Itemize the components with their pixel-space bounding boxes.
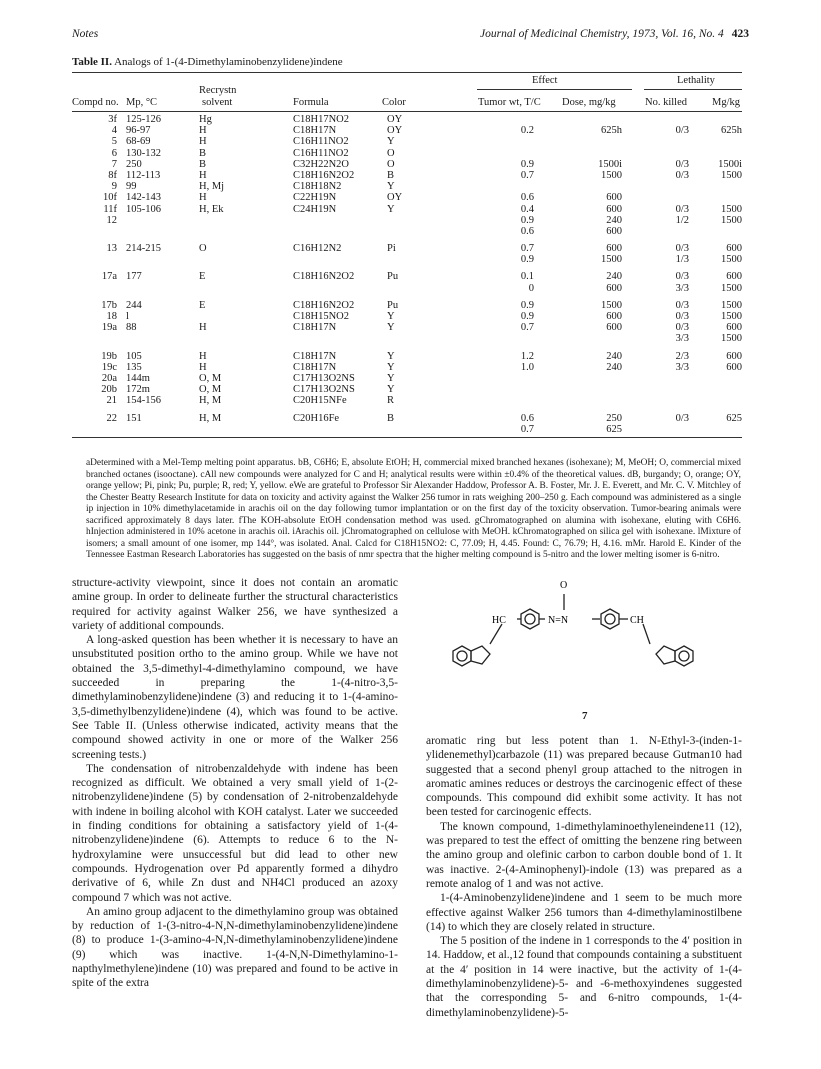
table-cell: C17H13O2NS bbox=[293, 372, 355, 384]
table-cell: 0.9 bbox=[520, 254, 534, 266]
table-row bbox=[72, 271, 742, 282]
table-cell: 144m bbox=[126, 372, 150, 384]
table-cell: 1.2 bbox=[520, 350, 534, 362]
table-cell: OY bbox=[387, 114, 403, 125]
table-cell: 99 bbox=[126, 181, 137, 193]
table-cell: C16H11NO2 bbox=[293, 147, 349, 159]
table-cell: 0.2 bbox=[520, 125, 534, 137]
table-cell: C18H18N2 bbox=[293, 181, 342, 193]
oxygen-label: O bbox=[560, 580, 568, 591]
table-cell: 1500 bbox=[721, 214, 742, 226]
body-column-right bbox=[426, 734, 742, 1020]
table-cell: 240 bbox=[606, 350, 622, 362]
table-cell: 1500 bbox=[721, 282, 742, 294]
table-cell: C16H11NO2 bbox=[293, 136, 349, 148]
table-cell: 177 bbox=[126, 271, 142, 283]
table-cell: l bbox=[126, 311, 129, 322]
table-cell: 1500 bbox=[601, 254, 622, 266]
page-number: 423 bbox=[731, 28, 749, 40]
table-cell: 22 bbox=[106, 412, 117, 424]
table-caption: Analogs of 1-(4-Dimethylaminobenzylidene)indene bbox=[114, 56, 343, 68]
table-cell: 6 bbox=[111, 147, 117, 159]
table-cell: 5 bbox=[111, 136, 117, 148]
table-cell: 0/3 bbox=[675, 243, 689, 255]
table-row bbox=[72, 204, 742, 215]
table-cell: 0.9 bbox=[520, 214, 534, 226]
table-cell: C18H16N2O2 bbox=[293, 271, 355, 283]
table-cell: 4 bbox=[111, 125, 117, 137]
table-cell: Y bbox=[387, 322, 395, 334]
table-cell: Y bbox=[387, 350, 395, 362]
table-cell: 625 bbox=[726, 412, 742, 424]
table-cell: C32H22N2O bbox=[293, 158, 350, 170]
table-cell: 0.9 bbox=[520, 311, 534, 322]
table-cell: 9 bbox=[111, 181, 117, 193]
table-cell: 600 bbox=[726, 243, 742, 255]
table-cell: 0.6 bbox=[520, 225, 534, 237]
table-cell: 142-143 bbox=[126, 192, 161, 204]
table-cell: O, M bbox=[199, 384, 222, 396]
table-row bbox=[72, 373, 742, 384]
table-row bbox=[72, 362, 742, 373]
table-row bbox=[72, 170, 742, 181]
table-row bbox=[72, 243, 742, 254]
table-row bbox=[72, 333, 742, 344]
table-cell: 600 bbox=[606, 311, 622, 322]
table-cell: 105 bbox=[126, 350, 142, 362]
table-cell: Y bbox=[387, 384, 395, 396]
table-cell: 19c bbox=[101, 361, 117, 373]
table-cell: Y bbox=[387, 181, 395, 193]
header-compd-no: Compd no. bbox=[72, 97, 119, 108]
header-tumor-wt: Tumor wt, T/C bbox=[478, 97, 541, 108]
table-cell: O bbox=[199, 243, 207, 255]
table-cell: H, M bbox=[199, 412, 222, 424]
table-row bbox=[72, 159, 742, 170]
paragraph: The known compound, 1-dimethylaminoethyleneindene11 (12), was prepared to test the effect of omitting the benzene ring between the amino group and olefinic carbon to carbon double bond of 1. It was inactive. 2-(4-Aminophenyl)-indole (13) was prepared as a remote analog of 1 and was not active. bbox=[426, 820, 742, 890]
table-cell: 1500 bbox=[721, 169, 742, 181]
table-cell: H, M bbox=[199, 395, 222, 407]
header-dose: Dose, mg/kg bbox=[562, 97, 616, 108]
table-cell: 112-113 bbox=[126, 169, 161, 181]
table-cell: H bbox=[199, 322, 207, 334]
table-cell: 0.9 bbox=[520, 158, 534, 170]
table-row bbox=[72, 351, 742, 362]
table-cell: 1500 bbox=[721, 203, 742, 215]
effect-group-rule bbox=[477, 89, 632, 90]
paragraph: 1-(4-Aminobenzylidene)indene and 1 seem to be much more effective against Walker 256 tumors than 4-dimethylaminostilbene (14) to which they are closely related in structure. bbox=[426, 892, 742, 933]
azoxy-label: N=N bbox=[548, 615, 569, 626]
table-cell: 0/3 bbox=[675, 322, 689, 334]
table-cell: Y bbox=[387, 311, 395, 322]
table-cell: 1500 bbox=[721, 254, 742, 266]
table-cell: 600 bbox=[726, 322, 742, 334]
header-mp: Mp, °C bbox=[126, 97, 158, 108]
table-cell: C20H16Fe bbox=[293, 412, 340, 424]
table-cell: R bbox=[387, 395, 395, 407]
table-cell: 154-156 bbox=[126, 395, 161, 407]
table-cell: 151 bbox=[126, 412, 142, 424]
table-row bbox=[72, 215, 742, 226]
table-cell: 600 bbox=[606, 192, 622, 204]
table-header bbox=[72, 73, 742, 111]
table-body bbox=[72, 112, 742, 435]
table-cell: 17b bbox=[101, 299, 117, 311]
table-cell: 0/3 bbox=[675, 271, 689, 283]
table-cell: 17a bbox=[101, 271, 117, 283]
table-cell: 19b bbox=[101, 350, 117, 362]
table-cell: 125-126 bbox=[126, 114, 161, 125]
table-cell: 0.7 bbox=[520, 322, 534, 334]
table-cell: 172m bbox=[126, 384, 150, 396]
table-cell: 11f bbox=[103, 203, 117, 215]
table-cell: 96-97 bbox=[126, 125, 151, 137]
table-cell: 240 bbox=[606, 271, 622, 283]
table-cell: 240 bbox=[606, 214, 622, 226]
compound-number-label: 7 bbox=[582, 710, 588, 722]
table-cell: 244 bbox=[126, 299, 142, 311]
table-cell: 250 bbox=[126, 158, 142, 170]
table-cell: H, Ek bbox=[199, 203, 224, 215]
table-row bbox=[72, 300, 742, 311]
table-cell: 600 bbox=[606, 225, 622, 237]
header-mg-kg: Mg/kg bbox=[712, 97, 741, 108]
table-cell: 600 bbox=[606, 322, 622, 334]
table-cell: C20H15NFe bbox=[293, 395, 347, 407]
table-cell: H, Mj bbox=[199, 181, 225, 193]
table-cell: C18H16N2O2 bbox=[293, 299, 355, 311]
table-cell: C18H16N2O2 bbox=[293, 169, 355, 181]
table-cell: 0/3 bbox=[675, 158, 689, 170]
table-cell: 3/3 bbox=[675, 361, 689, 373]
table-cell: H bbox=[199, 169, 207, 181]
table-cell: OY bbox=[387, 125, 403, 137]
table-row bbox=[72, 181, 742, 192]
table-cell: 0.6 bbox=[520, 192, 534, 204]
table-cell: 1500i bbox=[598, 158, 622, 170]
table-title bbox=[72, 56, 343, 68]
running-header-left: Notes bbox=[72, 28, 99, 40]
table-cell: Y bbox=[387, 203, 395, 215]
table-row bbox=[72, 254, 742, 265]
table-footnotes: aDetermined with a Mel-Temp melting point apparatus. bB, C6H6; E, absolute EtOH; H, commercial mixed branched hexanes (isohexane); M, MeOH; O, commercial mixed branched octanes (isooctane). cAll new compounds were analyzed for C and H; analytical results were within ±0.4% of the theoretical values. dB, burgandy; O, orange; OY, orange yellow; Pi, pink; Pu, purple; R, red; Y, yellow. eWe are grateful to Professor Sir Alexander Haddow, Professor A. B. Foster, Mr. J. E. Everett, and Mr. C. V. Mitchley of the Chester Beatty Research Institute for data on toxicity and activity against the Walker 256 tumor in rats weighing 200–250 g. Each compound was administered as a single ip injection in 10% dimethylacetamide in arachis oil on the day following tumor implantation or on the first day of the toxicity observation. Tumor-bearing animals were sacrificed approximately 8 days later. fThe KOH-absolute EtOH condensation method was used. gChromatographed on alumina with isohexane, eluting with C6H6. hInjection administered in 10% acetone in arachis oil. iArachis oil. jChromatographed on cellulose with MeOH. kChromatographed on silica gel with isohexane. lMixture of isomers; a small amount of one isomer, mp 144°, was isolated. Anal. Calcd for C18H15NO2: C, 77.09; H, 4.45. Found: C, 76.79; H, 4.16. mMr. Harold E. Kinder of the Tennessee Eastman Research Laboratories has suggested on the basis of nmr spectra that the higher melting compound is 5-nitro and the lower melting isomer is 6-nitro. bbox=[86, 458, 741, 560]
lethality-group-rule bbox=[644, 89, 742, 90]
table-cell: 21 bbox=[106, 395, 117, 407]
hc-label: HC bbox=[492, 615, 506, 626]
data-table bbox=[72, 72, 742, 438]
table-cell: 8f bbox=[108, 169, 117, 181]
table-row bbox=[72, 384, 742, 395]
group-lethality-header: Lethality bbox=[677, 75, 715, 86]
table-cell: Pu bbox=[387, 271, 399, 283]
table-cell: 105-106 bbox=[126, 203, 161, 215]
table-cell: 0/3 bbox=[675, 125, 689, 137]
table-cell: 1500 bbox=[601, 169, 622, 181]
table-row bbox=[72, 311, 742, 322]
table-cell: Pi bbox=[387, 243, 396, 255]
table-row bbox=[72, 148, 742, 159]
table-cell: 0.9 bbox=[520, 299, 534, 311]
table-cell: C17H13O2NS bbox=[293, 384, 355, 396]
header-no-killed: No. killed bbox=[645, 97, 687, 108]
table-cell: 20b bbox=[101, 384, 117, 396]
running-header-right bbox=[480, 28, 749, 40]
table-cell: Pu bbox=[387, 299, 399, 311]
table-cell: E bbox=[199, 299, 206, 311]
header-solvent: solvent bbox=[202, 97, 233, 108]
table-cell: Hg bbox=[199, 114, 212, 125]
table-cell: Y bbox=[387, 136, 395, 148]
paragraph: A long-asked question has been whether it is necessary to have an unsubstituted position ortho to the amino group. While we have not obtained the 3,5-dimethyl-4-dimethylamino compound, we have succeeded in preparing the 1-(4-nitro-3,5-dimethylaminobenzylidene)indene (3) and reducing it to 1-(4-amino-3,5-dimethylbenzylidene)indene (4), which was found to be active. See Table II. (Unless otherwise indicated, activity means that the compound showed activity in one or more of the Walker 256 screening tests.) bbox=[72, 634, 398, 761]
table-cell: 3/3 bbox=[675, 333, 689, 345]
header-recrystn: Recrystn bbox=[199, 85, 237, 96]
table-cell: 214-215 bbox=[126, 243, 161, 255]
paragraph: aromatic ring but less potent than 1. N-Ethyl-3-(inden-1-ylidenemethyl)carbazole (11) was prepared because Gutman10 had suggested that a second phenyl group attached to the nitrogen in aromatic amines reduces or destroys the carcinogenic effect of these compounds. This compound did exhibit some activity. It has not been tested for carcinogenic effects. bbox=[426, 735, 742, 819]
table-cell: B bbox=[199, 147, 207, 159]
table-cell: 135 bbox=[126, 361, 142, 373]
table-row bbox=[72, 413, 742, 424]
table-cell: B bbox=[387, 169, 395, 181]
table-cell: 13 bbox=[106, 243, 117, 255]
table-cell: 625 bbox=[606, 423, 622, 435]
paragraph: The 5 position of the indene in 1 corresponds to the 4′ position in 14. Haddow, et al.,12 found that compounds containing a substituent at the 4′ position in 14 were inactive, but the activity of 1-(4-dimethylaminobenzylidene)-5- and -6-methoxyindenes suggested that the corresponding 5- and 6-nitro compounds, 1-(4-dimethylaminobenzylidene)-5- bbox=[426, 935, 742, 1019]
table-cell: H bbox=[199, 136, 207, 148]
table-row bbox=[72, 283, 742, 294]
table-cell: Y bbox=[387, 361, 395, 373]
table-cell: 88 bbox=[126, 322, 137, 334]
paragraph: structure-activity viewpoint, since it does not contain an aromatic amine group. In order to delineate further the structural characteristics required for activity against Walker 256, we have synthesized a variety of additional compounds. bbox=[72, 577, 398, 632]
header-color: Color bbox=[382, 97, 406, 108]
table-cell: C18H15NO2 bbox=[293, 311, 350, 322]
paragraph: The condensation of nitrobenzaldehyde with indene has been recognized as difficult. We obtained a very small yield of 1-(2-nitrobenzylidene)indene (5) by condensation of 2-nitrobenzaldehyde with indene in boiling alcohol with KOH catalyst. Later we succeeded in finding conditions for obtaining a satisfactory yield of 1-(4-nitrobenzylidene)indene (6). Attempts to reduce 6 to the N-hydroxylamine were unsuccessful but did lead to other new compounds. Hydrogenation over Pd apparently formed a dihydro derivative of 6, while Zn dust and NH4Cl produced an azoxy compound 7 which was not active. bbox=[72, 762, 398, 904]
table-row bbox=[72, 136, 742, 147]
header-formula: Formula bbox=[293, 97, 329, 108]
table-cell: 1500 bbox=[721, 311, 742, 322]
table-row bbox=[72, 192, 742, 203]
table-cell: C18H17N bbox=[293, 350, 337, 362]
table-cell: 7 bbox=[111, 158, 117, 170]
table-cell: C18H17NO2 bbox=[293, 114, 350, 125]
table-cell: 3f bbox=[108, 114, 117, 125]
table-cell: H bbox=[199, 125, 207, 137]
table-cell: 12 bbox=[106, 214, 117, 226]
table-cell: 0/3 bbox=[675, 412, 689, 424]
table-cell: 20a bbox=[101, 372, 117, 384]
table-cell: O, M bbox=[199, 372, 222, 384]
group-effect-header: Effect bbox=[532, 75, 558, 86]
table-cell: H bbox=[199, 192, 207, 204]
table-cell: O bbox=[387, 147, 395, 159]
table-cell: C18H17N bbox=[293, 361, 337, 373]
table-cell: 1500i bbox=[718, 158, 742, 170]
table-cell: 600 bbox=[726, 361, 742, 373]
table-cell: C18H17N bbox=[293, 125, 337, 137]
table-cell: 240 bbox=[606, 361, 622, 373]
table-cell: 18 bbox=[106, 311, 117, 322]
table-cell: C16H12N2 bbox=[293, 243, 342, 255]
table-cell: 0/3 bbox=[675, 169, 689, 181]
table-cell: O bbox=[387, 158, 395, 170]
azoxy-structure-7 bbox=[430, 550, 740, 720]
table-cell: 1500 bbox=[601, 299, 622, 311]
table-cell: C24H19N bbox=[293, 203, 337, 215]
table-cell: 0.7 bbox=[520, 169, 534, 181]
table-cell: 1.0 bbox=[520, 361, 534, 373]
table-row bbox=[72, 125, 742, 136]
table-cell: 600 bbox=[726, 350, 742, 362]
table-cell: OY bbox=[387, 192, 403, 204]
journal-citation: Journal of Medicinal Chemistry, 1973, Vol. 16, No. 4 bbox=[480, 28, 724, 40]
table-cell: 600 bbox=[606, 282, 622, 294]
table-cell: 3/3 bbox=[675, 282, 689, 294]
table-cell: 600 bbox=[726, 271, 742, 283]
table-row bbox=[72, 424, 742, 435]
table-cell: C22H19N bbox=[293, 192, 337, 204]
table-cell: 1/2 bbox=[675, 214, 689, 226]
table-row bbox=[72, 114, 742, 125]
table-cell: 130-132 bbox=[126, 147, 161, 159]
body-column-left bbox=[72, 576, 398, 991]
table-cell: 0/3 bbox=[675, 299, 689, 311]
table-cell: 2/3 bbox=[675, 350, 689, 362]
table-row bbox=[72, 395, 742, 406]
table-cell: 19a bbox=[101, 322, 117, 334]
ch-label: CH bbox=[630, 615, 644, 626]
table-row bbox=[72, 226, 742, 237]
table-cell: 0.1 bbox=[520, 271, 534, 283]
table-cell: B bbox=[199, 158, 207, 170]
table-cell: 68-69 bbox=[126, 136, 151, 148]
table-bottom-rule bbox=[72, 437, 742, 438]
table-cell: 0.7 bbox=[520, 423, 534, 435]
table-cell: C18H17N bbox=[293, 322, 337, 334]
table-cell: 0.4 bbox=[520, 203, 534, 215]
table-cell: 10f bbox=[103, 192, 117, 204]
table-cell: 1500 bbox=[721, 333, 742, 345]
table-cell: E bbox=[199, 271, 206, 283]
table-cell: H bbox=[199, 361, 207, 373]
table-cell: 0 bbox=[528, 282, 534, 294]
table-cell: H bbox=[199, 350, 207, 362]
table-cell: 0.7 bbox=[520, 243, 534, 255]
table-cell: 600 bbox=[606, 203, 622, 215]
table-cell: 1500 bbox=[721, 299, 742, 311]
table-cell: 0.6 bbox=[520, 412, 534, 424]
table-cell: 1/3 bbox=[675, 254, 689, 266]
table-cell: 0/3 bbox=[675, 203, 689, 215]
table-cell: 250 bbox=[606, 412, 622, 424]
table-cell: 0/3 bbox=[675, 311, 689, 322]
table-cell: Y bbox=[387, 372, 395, 384]
table-cell: 625h bbox=[601, 125, 622, 137]
table-row bbox=[72, 322, 742, 333]
paragraph: An amino group adjacent to the dimethylamino group was obtained by reduction of 1-(3-nitro-4-N,N-dimethylaminobenzylidene)indene (8) to produce 1-(3-amino-4-N,N-dimethylaminobenzylidene)indene (9) which was inactive. 1-(4-N,N-Dimethylamino-1-napthylmethylene)indene (10) was prepared and found to be active in spite of the extra bbox=[72, 905, 398, 990]
table-cell: 600 bbox=[606, 243, 622, 255]
table-cell: B bbox=[387, 412, 395, 424]
table-label: Table II. bbox=[72, 56, 112, 68]
table-cell: 625h bbox=[721, 125, 742, 137]
